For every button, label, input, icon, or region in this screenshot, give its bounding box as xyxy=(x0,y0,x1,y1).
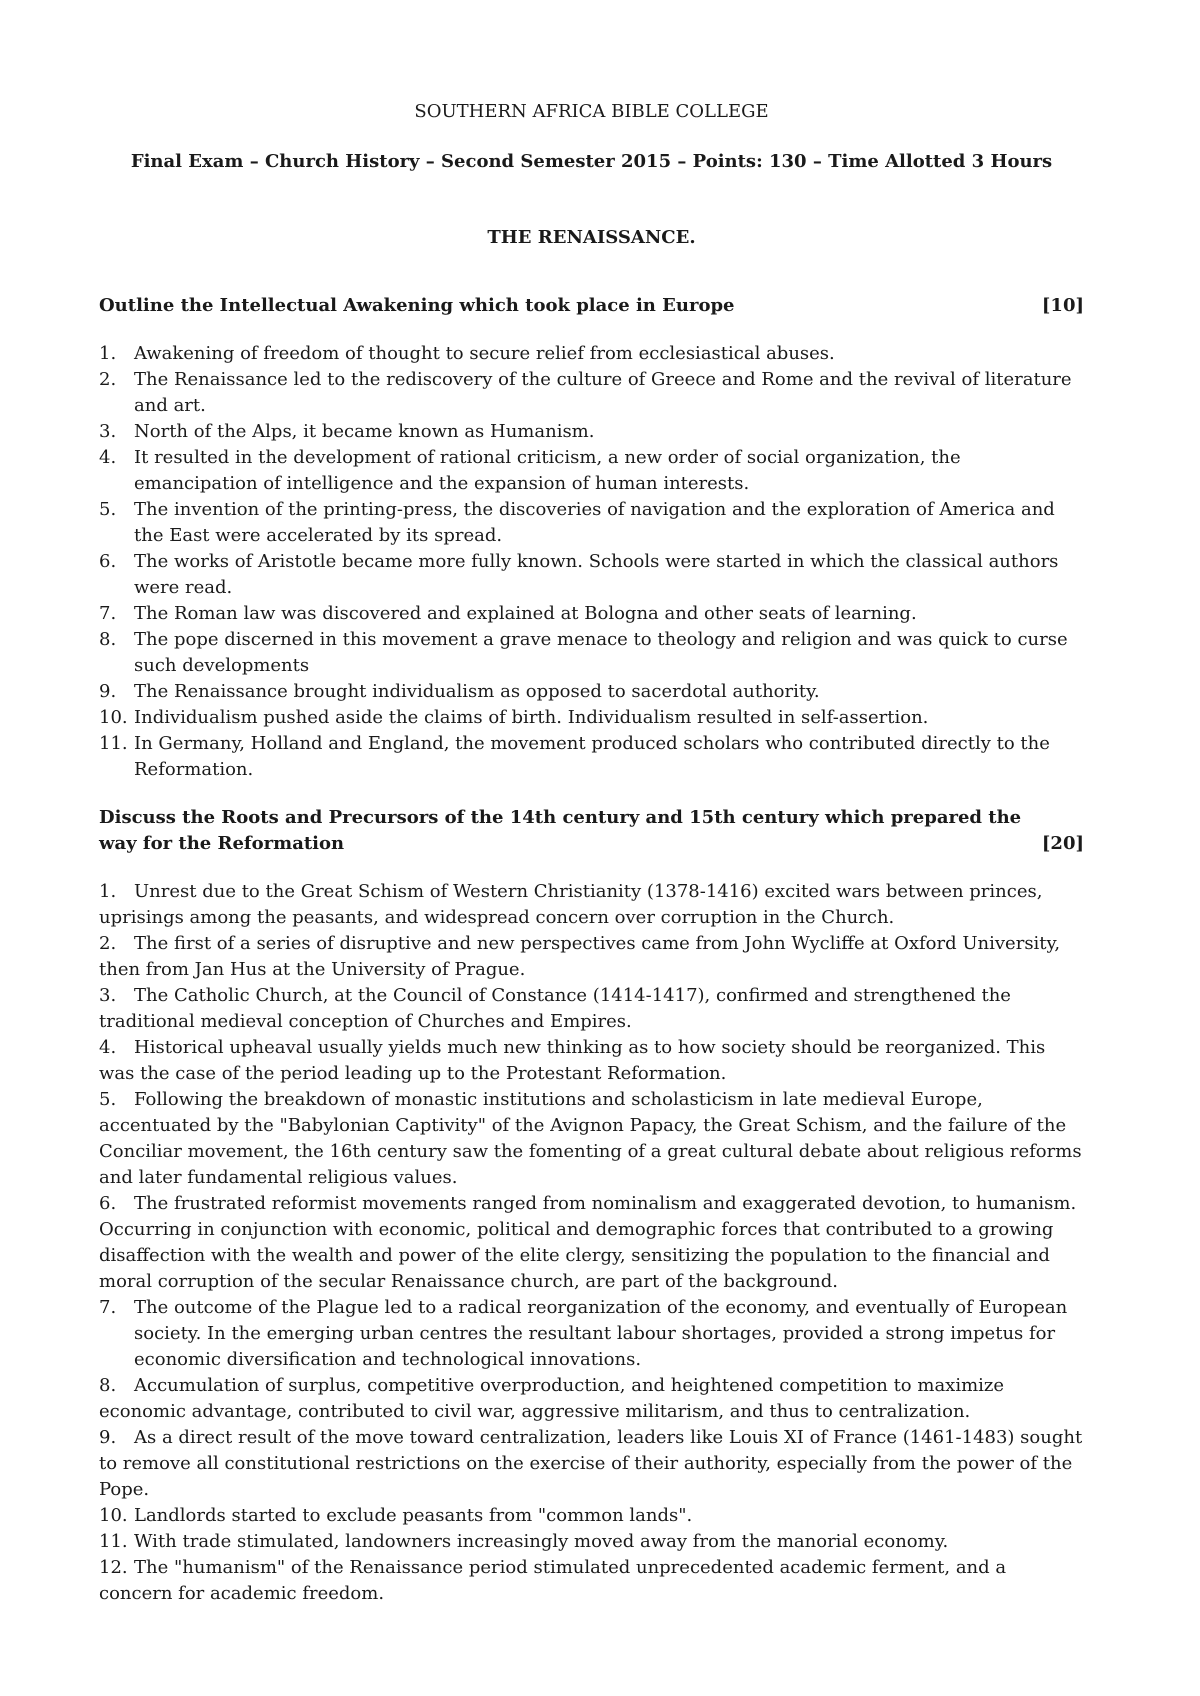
answer-number: 9. xyxy=(99,681,117,702)
answer-number: 12. xyxy=(99,1557,128,1578)
answer-number: 7. xyxy=(99,1297,117,1318)
answer-item xyxy=(99,549,1084,601)
answer-number: 6. xyxy=(99,1193,117,1214)
answer-item xyxy=(99,705,1084,731)
answer-item xyxy=(99,1555,1084,1607)
answer-item xyxy=(99,1373,1084,1425)
answer-item xyxy=(99,1295,1084,1373)
answer-item xyxy=(99,1035,1084,1087)
answer-number: 7. xyxy=(99,603,117,624)
question-1-heading xyxy=(99,293,1084,319)
question-2-marks: [20] xyxy=(1041,833,1084,854)
answer-item xyxy=(99,497,1084,549)
question-2-title: Discuss the Roots and Precursors of the 14th century and 15th century which prepared the way for the Reformation xyxy=(99,807,1022,854)
answer-text: North of the Alps, it became known as Humanism. xyxy=(134,421,595,442)
answer-number: 2. xyxy=(99,933,117,954)
question-1-answer-list xyxy=(99,341,1084,783)
answer-item xyxy=(99,731,1084,783)
answer-text: Following the breakdown of monastic institutions and scholasticism in late medieval Europe, accentuated by the "Babylonian Captivity" of the Avignon Papacy, the Great Schism, and the failure of the Conciliar movement, the 16th century saw the fomenting of a great cultural debate about religious reforms and later fundamental religious values. xyxy=(99,1089,1082,1188)
answer-number: 5. xyxy=(99,1089,117,1110)
answer-text: It resulted in the development of rational criticism, a new order of social organization, the emancipation of intelligence and the expansion of human interests. xyxy=(134,447,961,494)
answer-text: The first of a series of disruptive and new perspectives came from John Wycliffe at Oxford University, then from Jan Hus at the University of Prague. xyxy=(99,933,1061,980)
answer-text: Historical upheaval usually yields much new thinking as to how society should be reorganized. This was the case of the period leading up to the Protestant Reformation. xyxy=(99,1037,1046,1084)
answer-text: The pope discerned in this movement a grave menace to theology and religion and was quick to curse such developments xyxy=(134,629,1068,676)
answer-text: The frustrated reformist movements ranged from nominalism and exaggerated devotion, to humanism. Occurring in conjunction with economic, political and demographic forces that contributed to a growing disaffection with the wealth and power of the elite clergy, sensitizing the population to the financial and moral corruption of the secular Renaissance church, are part of the background. xyxy=(99,1193,1077,1292)
answer-item xyxy=(99,445,1084,497)
answer-item xyxy=(99,419,1084,445)
answer-text: The Catholic Church, at the Council of Constance (1414-1417), confirmed and strengthened the traditional medieval conception of Churches and Empires. xyxy=(99,985,1011,1032)
answer-item xyxy=(99,1425,1084,1503)
answer-number: 11. xyxy=(99,1531,128,1552)
answer-item xyxy=(99,931,1084,983)
answer-number: 10. xyxy=(99,707,128,728)
college-name: SOUTHERN AFRICA BIBLE COLLEGE xyxy=(414,101,769,122)
answer-text: As a direct result of the move toward centralization, leaders like Louis XI of France (1461-1483) sought to remove all constitutional restrictions on the exercise of their authority, especially from the power of the Pope. xyxy=(99,1427,1083,1500)
answer-item xyxy=(99,879,1084,931)
question-1-title: Outline the Intellectual Awakening which took place in Europe xyxy=(99,295,735,316)
answer-number: 4. xyxy=(99,1037,117,1058)
answer-text: With trade stimulated, landowners increasingly moved away from the manorial economy. xyxy=(134,1531,949,1552)
answer-text: The Renaissance led to the rediscovery of the culture of Greece and Rome and the revival of literature and art. xyxy=(134,369,1072,416)
answer-number: 1. xyxy=(99,343,117,364)
answer-item xyxy=(99,367,1084,419)
answer-text: The invention of the printing-press, the discoveries of navigation and the exploration of America and the East were accelerated by its spread. xyxy=(134,499,1055,546)
answer-number: 5. xyxy=(99,499,117,520)
answer-number: 11. xyxy=(99,733,128,754)
answer-text: Awakening of freedom of thought to secure relief from ecclesiastical abuses. xyxy=(134,343,835,364)
answer-item xyxy=(99,341,1084,367)
exam-title: Final Exam – Church History – Second Semester 2015 – Points: 130 – Time Allotted 3 Hours xyxy=(130,151,1053,172)
answer-text: Unrest due to the Great Schism of Western Christianity (1378-1416) excited wars between princes, uprisings among the peasants, and widespread concern over corruption in the Church. xyxy=(99,881,1043,928)
answer-text: Landlords started to exclude peasants from "common lands". xyxy=(134,1505,693,1526)
answer-number: 8. xyxy=(99,629,117,650)
answer-item xyxy=(99,1087,1084,1191)
answer-number: 3. xyxy=(99,985,117,1006)
answer-number: 9. xyxy=(99,1427,117,1448)
answer-item xyxy=(99,627,1084,679)
question-1-marks: [10] xyxy=(1041,295,1084,316)
answer-item xyxy=(99,601,1084,627)
answer-text: Individualism pushed aside the claims of birth. Individualism resulted in self-assertion. xyxy=(134,707,929,728)
answer-text: The works of Aristotle became more fully known. Schools were started in which the classical authors were read. xyxy=(134,551,1059,598)
question-2-answer-list xyxy=(99,879,1084,1607)
answer-text: The outcome of the Plague led to a radical reorganization of the economy, and eventually of European society. In the emerging urban centres the resultant labour shortages, provided a strong impetus for economic diversification and technological innovations. xyxy=(134,1297,1068,1370)
answer-text: Accumulation of surplus, competitive overproduction, and heightened competition to maximize economic advantage, contributed to civil war, aggressive militarism, and thus to centralization. xyxy=(99,1375,1005,1422)
answer-text: The "humanism" of the Renaissance period stimulated unprecedented academic ferment, and a concern for academic freedom. xyxy=(99,1557,1007,1604)
answer-item xyxy=(99,1503,1084,1529)
answer-number: 10. xyxy=(99,1505,128,1526)
answer-text: The Renaissance brought individualism as opposed to sacerdotal authority. xyxy=(134,681,820,702)
answer-number: 3. xyxy=(99,421,117,442)
answer-number: 4. xyxy=(99,447,117,468)
topic-heading: THE RENAISSANCE. xyxy=(487,227,696,248)
answer-text: In Germany, Holland and England, the movement produced scholars who contributed directly to the Reformation. xyxy=(134,733,1050,780)
answer-text: The Roman law was discovered and explained at Bologna and other seats of learning. xyxy=(134,603,917,624)
answer-number: 6. xyxy=(99,551,117,572)
answer-item xyxy=(99,1529,1084,1555)
answer-item xyxy=(99,679,1084,705)
answer-item xyxy=(99,983,1084,1035)
question-2-heading xyxy=(99,805,1084,857)
answer-item xyxy=(99,1191,1084,1295)
answer-number: 1. xyxy=(99,881,117,902)
answer-number: 2. xyxy=(99,369,117,390)
answer-number: 8. xyxy=(99,1375,117,1396)
